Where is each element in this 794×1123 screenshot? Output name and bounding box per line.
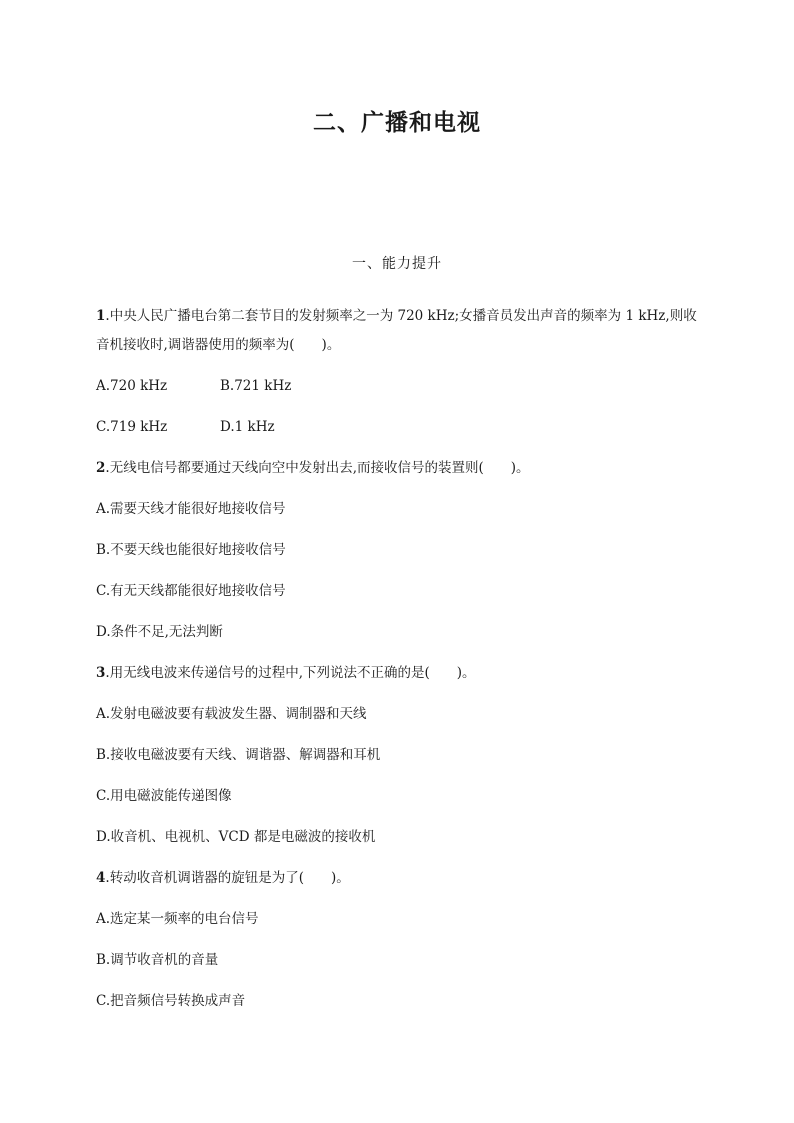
question-number: 1 <box>96 308 106 324</box>
question-1 <box>96 302 700 442</box>
option-a: A.720 kHz <box>96 378 168 394</box>
question-text: .用无线电波来传递信号的过程中,下列说法不正确的是( )。 <box>105 665 476 681</box>
section-heading: 一、能力提升 <box>352 256 442 272</box>
page-title: 二、广播和电视 <box>313 110 481 136</box>
option-a: A.需要天线才能很好地接收信号 <box>96 501 286 517</box>
option-b: B.721 kHz <box>220 378 292 394</box>
option-b: B.调节收音机的音量 <box>96 952 219 968</box>
question-number: 3 <box>96 665 106 681</box>
option-d: D.条件不足,无法判断 <box>96 624 223 640</box>
option-b: B.不要天线也能很好地接收信号 <box>96 542 286 558</box>
option-row <box>96 372 700 401</box>
question-list <box>96 302 700 1028</box>
option-c: C.719 kHz <box>96 419 168 435</box>
question-number: 2 <box>96 460 106 476</box>
question-number: 4 <box>96 870 106 886</box>
option-row <box>96 413 700 442</box>
question-stem <box>96 659 700 688</box>
question-text: .无线电信号都要通过天线向空中发射出去,而接收信号的装置则( )。 <box>105 460 530 476</box>
question-stem <box>96 454 700 483</box>
question-4 <box>96 864 700 1016</box>
question-stem <box>96 864 700 893</box>
option-c: C.有无天线都能很好地接收信号 <box>96 583 286 599</box>
option-c: C.把音频信号转换成声音 <box>96 993 246 1009</box>
question-3 <box>96 659 700 852</box>
option-d: D.收音机、电视机、VCD 都是电磁波的接收机 <box>96 829 376 845</box>
question-2 <box>96 454 700 647</box>
option-c: C.用电磁波能传递图像 <box>96 788 232 804</box>
option-a: A.发射电磁波要有载波发生器、调制器和天线 <box>96 706 367 722</box>
option-a: A.选定某一频率的电台信号 <box>96 911 259 927</box>
question-stem <box>96 302 700 360</box>
option-d: D.1 kHz <box>220 419 275 435</box>
option-b: B.接收电磁波要有天线、调谐器、解调器和耳机 <box>96 747 381 763</box>
question-text: .中央人民广播电台第二套节目的发射频率之一为 720 kHz;女播音员发出声音的频率为 1 kHz,则收音机接收时,调谐器使用的频率为( )。 <box>96 308 697 353</box>
question-text: .转动收音机调谐器的旋钮是为了( )。 <box>105 870 350 886</box>
